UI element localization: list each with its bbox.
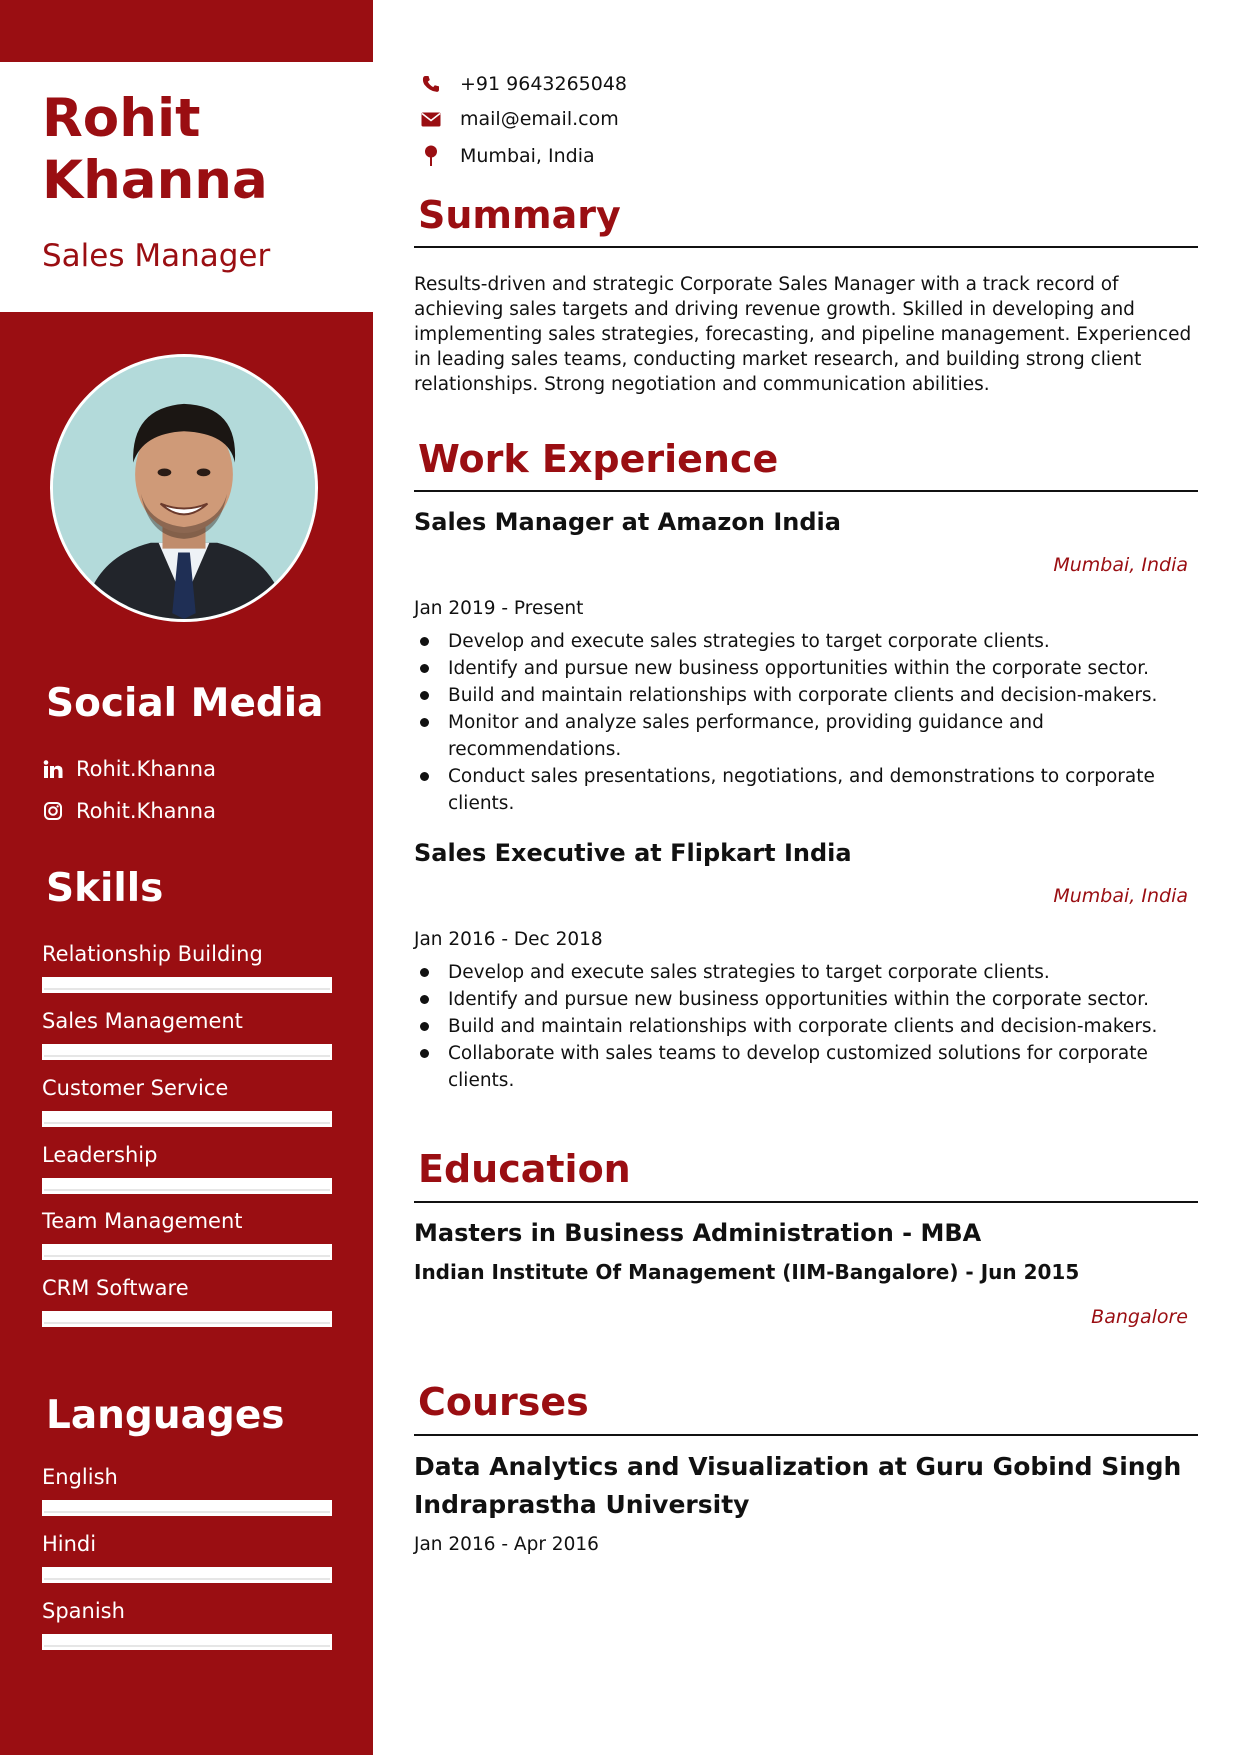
job-bullet: Identify and pursue new business opportunities within the corporate sector.	[414, 655, 1194, 682]
profile-photo-illustration	[53, 357, 315, 619]
school-name: Indian Institute Of Management (IIM-Bangalore) - Jun 2015	[414, 1260, 1080, 1284]
job-title: Sales Executive at Flipkart India	[414, 839, 852, 867]
social-instagram[interactable]	[40, 798, 216, 824]
instagram-icon	[40, 798, 66, 824]
job-dates: Jan 2019 - Present	[414, 598, 584, 619]
job-bullet: Build and maintain relationships with corporate clients and decision-makers.	[414, 1013, 1194, 1040]
work-experience-divider	[414, 490, 1198, 492]
summary-divider	[414, 246, 1198, 248]
social-linkedin[interactable]	[40, 756, 216, 782]
contact-email[interactable]	[418, 106, 619, 132]
location-text: Mumbai, India	[460, 145, 595, 167]
courses-heading: Courses	[418, 1380, 589, 1424]
name-block	[0, 62, 373, 312]
skill-label: Leadership	[42, 1143, 158, 1167]
job-location: Mumbai, India	[1053, 554, 1188, 576]
job-bullet: Identify and pursue new business opportunities within the corporate sector.	[414, 986, 1194, 1013]
job-bullet: Monitor and analyze sales performance, providing guidance and recommendations.	[414, 709, 1194, 763]
summary-heading: Summary	[418, 193, 621, 237]
skills-heading: Skills	[46, 866, 164, 911]
candidate-name: Rohit Khanna	[42, 88, 268, 211]
job-title: Sales Manager at Amazon India	[414, 508, 841, 536]
candidate-role: Sales Manager	[42, 238, 271, 274]
skill-bar	[42, 1111, 332, 1127]
language-bar	[42, 1567, 332, 1583]
linkedin-handle: Rohit.Khanna	[76, 757, 216, 781]
course-title: Data Analytics and Visualization at Guru Gobind Singh Indraprastha University	[414, 1452, 1182, 1519]
language-bar	[42, 1634, 332, 1650]
language-label: Hindi	[42, 1532, 97, 1556]
contact-phone[interactable]	[418, 71, 627, 97]
skill-label: Sales Management	[42, 1009, 243, 1033]
map-pin-icon	[418, 143, 444, 169]
skill-label: Team Management	[42, 1209, 243, 1233]
contact-location	[418, 143, 595, 169]
social-media-heading: Social Media	[46, 681, 324, 726]
course-dates: Jan 2016 - Apr 2016	[414, 1534, 599, 1555]
skill-bar	[42, 1311, 332, 1327]
education-divider	[414, 1201, 1198, 1203]
job-location: Mumbai, India	[1053, 885, 1188, 907]
envelope-icon	[418, 106, 444, 132]
job-bullet: Build and maintain relationships with corporate clients and decision-makers.	[414, 682, 1194, 709]
email-address: mail@email.com	[460, 108, 619, 130]
summary-text: Results-driven and strategic Corporate Sales Manager with a track record of achieving sales targets and driving revenue growth. Skilled in developing and implementing sales strategies, forecasting, and pipeline management. Experienced in leading sales teams, conducting market research, and building strong client relationships. Strong negotiation and communication abilities.	[414, 274, 1192, 395]
skill-bar	[42, 977, 332, 993]
skill-bar	[42, 1178, 332, 1194]
job-bullet: Develop and execute sales strategies to target corporate clients.	[414, 628, 1194, 655]
language-bar	[42, 1500, 332, 1516]
skill-label: Customer Service	[42, 1076, 229, 1100]
profile-photo	[50, 354, 318, 622]
phone-icon	[418, 71, 444, 97]
skill-bar	[42, 1244, 332, 1260]
language-label: English	[42, 1465, 118, 1489]
degree-title: Masters in Business Administration - MBA	[414, 1219, 982, 1247]
education-location: Bangalore	[1091, 1306, 1188, 1328]
sidebar-top-band	[0, 0, 373, 62]
skill-label: Relationship Building	[42, 942, 263, 966]
skill-label: CRM Software	[42, 1276, 189, 1300]
linkedin-icon	[40, 756, 66, 782]
language-label: Spanish	[42, 1599, 125, 1623]
job-dates: Jan 2016 - Dec 2018	[414, 929, 603, 950]
languages-heading: Languages	[46, 1393, 285, 1438]
job-bullet: Collaborate with sales teams to develop customized solutions for corporate clients.	[414, 1040, 1194, 1094]
job-bullets	[414, 959, 1194, 1094]
work-experience-heading: Work Experience	[418, 437, 779, 481]
job-bullets	[414, 628, 1194, 817]
instagram-handle: Rohit.Khanna	[76, 799, 216, 823]
education-heading: Education	[418, 1147, 631, 1191]
skill-bar	[42, 1044, 332, 1060]
job-bullet: Conduct sales presentations, negotiations, and demonstrations to corporate clients.	[414, 763, 1194, 817]
courses-divider	[414, 1434, 1198, 1436]
phone-number: +91 9643265048	[460, 73, 628, 95]
job-bullet: Develop and execute sales strategies to target corporate clients.	[414, 959, 1194, 986]
